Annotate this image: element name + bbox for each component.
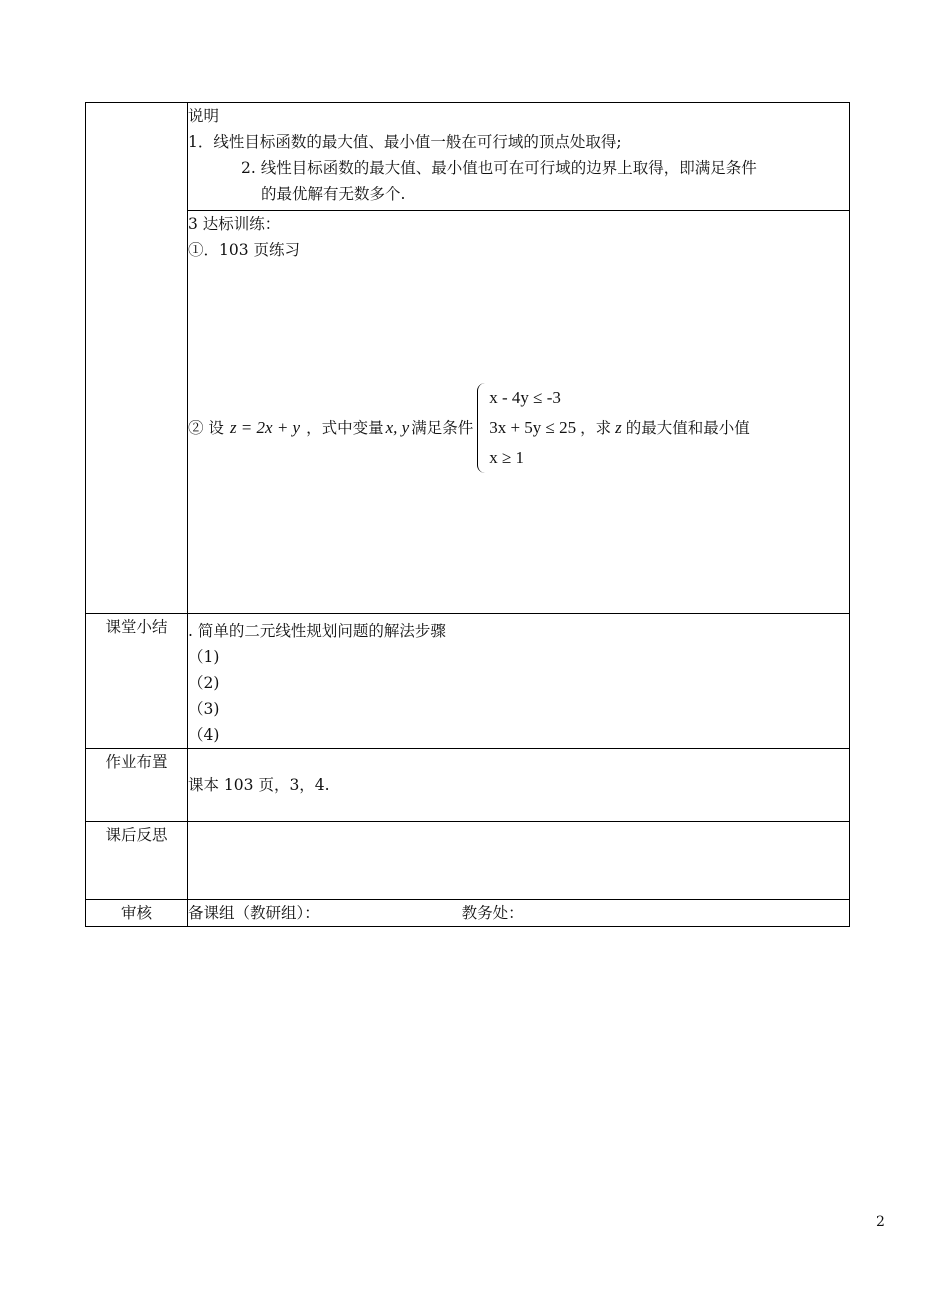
constraint-1: x - 4y ≤ -3 xyxy=(489,388,561,407)
explanation-cell xyxy=(188,103,850,211)
review-label: 审核 xyxy=(86,900,188,927)
item2-mid3: ，求 xyxy=(580,419,612,437)
explanation-point-2-line-1: 2. 线性目标函数的最大值、最小值也可在可行域的边界上取得，即满足条件 xyxy=(241,159,757,177)
item2-mid1: ，式中变量 xyxy=(306,419,384,437)
reflection-label: 课后反思 xyxy=(86,822,188,900)
explanation-point-2-line-2: 的最优解有无数多个. xyxy=(261,185,406,203)
review-cell xyxy=(188,900,850,927)
page-number: 2 xyxy=(876,1214,885,1230)
practice-item-2 xyxy=(188,383,849,473)
practice-item-1: ①．103 页练习 xyxy=(188,241,301,259)
summary-row xyxy=(86,614,850,749)
reflection-row xyxy=(86,822,850,900)
homework-label: 作业布置 xyxy=(86,749,188,822)
homework-text: 课本 103 页，3，4. xyxy=(188,749,850,822)
lesson-plan-table xyxy=(85,102,850,927)
item2-prefix: ② 设 xyxy=(188,419,224,437)
item2-mid2: 满足条件 xyxy=(411,419,474,437)
summary-step-4: （4) xyxy=(188,726,220,744)
explanation-row xyxy=(86,103,850,211)
review-group: 备课组（教研组）： xyxy=(188,904,320,922)
left-brace xyxy=(477,383,486,473)
practice-row xyxy=(86,211,850,614)
explanation-point-1: 1．线性目标函数的最大值、最小值一般在可行域的顶点处取得; xyxy=(188,133,622,151)
summary-step-2: （2) xyxy=(188,674,220,692)
summary-step-3: （3) xyxy=(188,700,220,718)
summary-label: 课堂小结 xyxy=(86,614,188,749)
constraint-2: 3x + 5y ≤ 25 xyxy=(489,418,577,437)
constraint-system xyxy=(477,383,576,473)
summary-heading: . 简单的二元线性规划问题的解法步骤 xyxy=(188,622,446,640)
constraint-3: x ≥ 1 xyxy=(489,448,525,467)
homework-row xyxy=(86,749,850,822)
review-row xyxy=(86,900,850,927)
variables: x, y xyxy=(385,418,410,437)
review-office: 教务处： xyxy=(461,904,524,922)
summary-step-1: （1) xyxy=(188,648,220,666)
constraint-list xyxy=(489,383,576,473)
practice-cell xyxy=(188,211,850,614)
objective-function: z = 2x + y xyxy=(229,418,301,437)
explanation-label-cell xyxy=(86,103,188,614)
target-variable: z xyxy=(615,418,622,437)
reflection-text xyxy=(188,822,850,900)
summary-cell xyxy=(188,614,850,749)
practice-heading: 3 达标训练： xyxy=(188,215,281,233)
explanation-heading: 说明 xyxy=(188,107,220,125)
item2-suffix: 的最大值和最小值 xyxy=(625,419,750,437)
